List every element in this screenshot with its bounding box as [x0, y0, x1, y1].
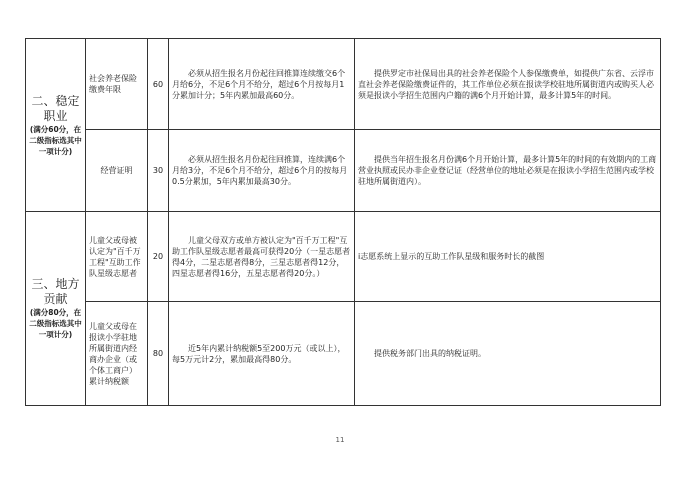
- rule-cell: [169, 212, 355, 302]
- item-cell: 儿童父或母在报读小学驻地所属街道内经商办企业（或个体工商户）累计纳税额: [86, 302, 148, 406]
- category-cell: [26, 39, 86, 212]
- category-title: 三、地方贡献: [31, 277, 80, 306]
- category-note: (满分60分，在二级指标选其中一项计分): [29, 124, 82, 156]
- rule-text: 必须从招生报名月份起往回推算，连续满6个月给3分，不足6个月不给分，超过6个月的按每月0.5分累加，5年内累加最高30分。: [172, 155, 348, 186]
- item-cell: 社会养老保险缴费年限: [86, 39, 148, 130]
- rule-cell: [169, 39, 355, 130]
- material-cell: [355, 212, 661, 302]
- table-row: [26, 39, 661, 130]
- score-cell: 80: [148, 302, 169, 406]
- table-row: [26, 302, 661, 406]
- category-title: 二、稳定职业: [31, 93, 80, 123]
- category-note: (满分80分，在二级指标选其中一项计分): [29, 308, 82, 339]
- rule-cell: [169, 130, 355, 212]
- material-text: 提供税务部门出具的纳税证明。: [374, 349, 486, 358]
- table-row: [26, 212, 661, 302]
- score-cell: 60: [148, 39, 169, 130]
- item-cell: 经营证明: [86, 130, 148, 212]
- score-cell: 30: [148, 130, 169, 212]
- material-text: i志愿系统上显示的互助工作队星级和服务时长的截图: [358, 252, 545, 261]
- table-row: [26, 130, 661, 212]
- material-cell: [355, 130, 661, 212]
- page-number: 11: [335, 436, 345, 444]
- category-cell: [26, 212, 86, 406]
- material-cell: [355, 302, 661, 406]
- item-cell: 儿童父或母被认定为"百千万工程"互助工作队星级志愿者: [86, 212, 148, 302]
- rule-text: 近5年内累计纳税额5至200万元（或以上），每5万元计2分，累加最高得80分。: [172, 343, 346, 364]
- material-cell: [355, 39, 661, 130]
- scoring-table: [25, 38, 661, 406]
- rule-text: 儿童父母双方或单方被认定为"百千万工程"互助工作队星级志愿者最高可获得20分（一星志愿者得4分，二星志愿者得8分，三星志愿者得12分，四星志愿者得16分，五星志愿者得20分。）: [172, 235, 351, 278]
- rule-text: 必须从招生报名月份起往回推算连续缴交6个月给6分，不足6个月不给分，超过6个月按每月1分累加计分；5年内累加最高60分。: [172, 68, 346, 100]
- material-text: 提供罗定市社保局出具的社会养老保险个人参保缴费单，如提供广东省、云浮市直社会养老保险缴费证件的，其工作单位必须在报读学校驻地所属街道内或购买人必须是报读小学招生范围内户籍的满6个月开始计算，最多计算5年的时间。: [358, 68, 654, 100]
- rule-cell: [169, 302, 355, 406]
- material-text: 提供当年招生报名月份满6个月开始计算，最多计算5年的时间的有效期内的工商营业执照或民办非企业登记证（经营单位的地址必须是在报读小学招生范围内或学校驻地所属街道内）。: [358, 155, 657, 186]
- score-cell: 20: [148, 212, 169, 302]
